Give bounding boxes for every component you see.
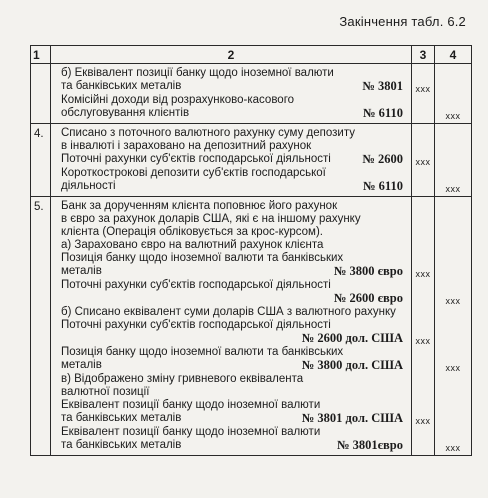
entry-text: в євро за рахунок доларів США, які є на іншому рахунку	[61, 213, 361, 225]
account-number: № 6110	[363, 179, 403, 193]
accounting-table	[30, 45, 472, 456]
header-col-3: 3	[412, 46, 435, 64]
credit-mark: xxx	[445, 362, 461, 373]
entry-line	[61, 80, 407, 94]
entry-line	[61, 386, 407, 399]
entry-text: Позиція банку щодо іноземної валюти та банківських	[61, 252, 344, 264]
entry-text: Комісійні доходи від розрахунково-касового	[61, 94, 295, 106]
header-col-1: 1	[31, 46, 51, 64]
row-content	[51, 64, 412, 124]
entry-line	[61, 226, 407, 239]
entry-text: Поточні рахунки суб'єктів господарської діяльності	[61, 279, 331, 291]
account-number: № 2600	[362, 152, 403, 166]
entry-text: та банківських металів	[61, 80, 182, 92]
entry-line	[61, 180, 407, 194]
credit-mark: xxx	[445, 442, 461, 453]
table-caption: Закінчення табл. 6.2	[339, 14, 466, 29]
entry-text: Банк за дорученням клієнта поповнює його рахунок	[61, 200, 338, 212]
entry-line	[61, 94, 407, 107]
account-number: № 2600 євро	[333, 291, 403, 305]
row-content	[51, 124, 412, 197]
table-header-row	[31, 46, 472, 64]
account-number: № 3801євро	[336, 438, 403, 452]
header-col-4: 4	[435, 46, 472, 64]
entry-line	[61, 67, 407, 80]
account-number: № 3800 євро	[333, 264, 403, 278]
entry-text: Еквівалент позиції банку щодо іноземної валюти	[61, 426, 321, 438]
entry-text: в) Відображено зміну гривневого еквівалента	[61, 373, 304, 385]
entry-line	[61, 107, 407, 121]
entry-text: Поточні рахунки суб'єктів господарської діяльності	[61, 153, 331, 165]
entry-line	[61, 239, 407, 252]
credit-marks	[435, 197, 472, 456]
debit-mark: xxx	[415, 83, 431, 94]
debit-mark: xxx	[415, 156, 431, 167]
entry-text: валютної позиції	[61, 386, 150, 398]
debit-mark: xxx	[415, 268, 431, 279]
table-row	[31, 197, 472, 456]
credit-mark: xxx	[445, 295, 461, 306]
table-row	[31, 124, 472, 197]
entry-text: металів	[61, 265, 102, 277]
row-number	[31, 64, 51, 124]
credit-marks	[435, 64, 472, 124]
debit-marks	[412, 124, 435, 197]
row-content	[51, 197, 412, 456]
account-number: № 3801 дол. США	[301, 411, 403, 425]
entry-line	[61, 439, 407, 453]
credit-mark: xxx	[445, 183, 461, 194]
entry-text: в інвалюті і зараховано на депозитний рахунок	[61, 140, 312, 152]
row-number: 5.	[31, 197, 51, 456]
debit-mark: xxx	[415, 415, 431, 426]
entry-line	[61, 292, 407, 306]
account-number: № 3800 дол. США	[301, 358, 403, 372]
entry-text: Еквівалент позиції банку щодо іноземної валюти	[61, 399, 321, 411]
entry-text: клієнта (Операція обліковується за крос-курсом).	[61, 226, 323, 238]
debit-marks	[412, 64, 435, 124]
entry-line	[61, 373, 407, 386]
credit-mark: xxx	[445, 110, 461, 121]
entry-line	[61, 412, 407, 426]
entry-text: обслуговування клієнтів	[61, 107, 190, 119]
entry-line	[61, 140, 407, 153]
entry-text: Списано з поточного валютного рахунку суму депозиту	[61, 127, 355, 139]
entry-line	[61, 213, 407, 226]
account-number: № 3801	[362, 79, 403, 93]
entry-line	[61, 265, 407, 279]
debit-mark: xxx	[415, 335, 431, 346]
entry-text: Короткострокові депозити суб'єктів господарської	[61, 167, 326, 179]
entry-line	[61, 167, 407, 180]
header-col-2: 2	[51, 46, 412, 64]
row-number: 4.	[31, 124, 51, 197]
table-row	[31, 64, 472, 124]
entry-line	[61, 306, 407, 319]
entry-text: а) Зараховано євро на валютний рахунок клієнта	[61, 239, 324, 251]
entry-text: діяльності	[61, 180, 116, 192]
entry-text: та банківських металів	[61, 412, 182, 424]
entry-line	[61, 153, 407, 167]
entry-line	[61, 127, 407, 140]
credit-marks	[435, 124, 472, 197]
entry-text: та банківських металів	[61, 439, 182, 451]
entry-line	[61, 359, 407, 373]
entry-text: Поточні рахунки суб'єктів господарської діяльності	[61, 319, 331, 331]
entry-line	[61, 332, 407, 346]
debit-marks	[412, 197, 435, 456]
account-number: № 2600 дол. США	[301, 331, 403, 345]
entry-line	[61, 200, 407, 213]
entry-text: Позиція банку щодо іноземної валюти та банківських	[61, 346, 344, 358]
entry-text: б) Списано еквівалент суми доларів США з валютного рахунку	[61, 306, 396, 318]
entry-text: металів	[61, 359, 102, 371]
account-number: № 6110	[363, 106, 403, 120]
entry-text: б) Еквівалент позиції банку щодо іноземної валюти	[61, 67, 334, 79]
